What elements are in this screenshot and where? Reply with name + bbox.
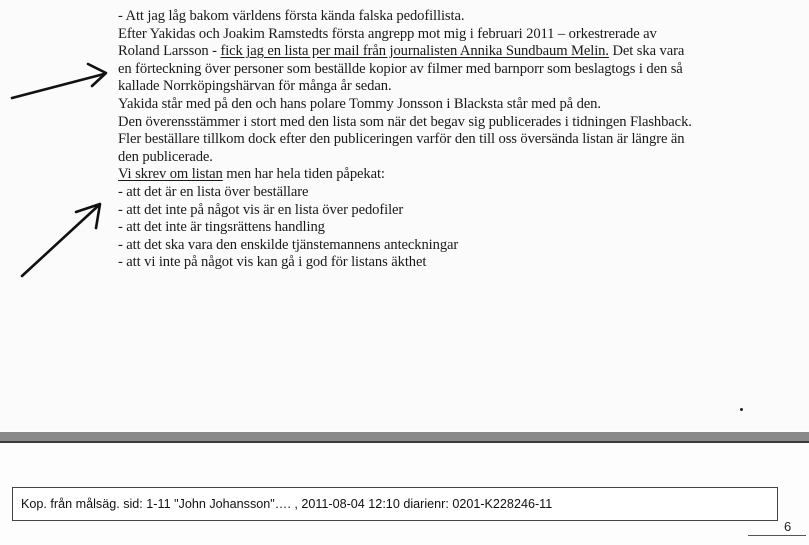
- page-number-rule: [748, 535, 806, 536]
- speck: [740, 408, 743, 411]
- text-line-4: en förteckning över personer som beställde kopior av filmer med barnporr som beslagtogs i den så: [118, 60, 683, 77]
- separator-rule-thin: [0, 441, 809, 443]
- page-number: 6: [784, 519, 792, 534]
- text-line-2: Efter Yakidas och Joakim Ramstedts första angrepp mot mig i februari 2011 – orkestrerade av: [118, 25, 657, 42]
- text-line-6: Yakida står med på den och hans polare Tommy Jonsson i Blacksta står med på den.: [118, 95, 601, 112]
- text-line-3-prefix: Roland Larsson -: [118, 43, 221, 60]
- text-line-10-suffix: men har hela tiden påpekat:: [222, 166, 385, 183]
- list-item-2: - att det inte på något vis är en lista över pedofiler: [118, 201, 404, 218]
- underlined-heading: Vi skrev om listan: [118, 166, 223, 183]
- separator-rule: [0, 432, 809, 441]
- text-line-3-suffix: Det ska vara: [608, 43, 685, 60]
- text-line-1: - Att jag låg bakom världens första kända falska pedofillista.: [118, 8, 465, 24]
- text-line-5: kallade Norrköpingshärvan för många år sedan.: [118, 78, 392, 95]
- copy-stamp-box: [12, 487, 778, 521]
- list-item-5: - att vi inte på något vis kan gå i god för listans äkthet: [118, 254, 427, 271]
- copy-stamp-text: Kop. från målsäg. sid: 1-11 "John Johansson"…. , 2011-08-04 12:10 diarienr: 0201-K228246-11: [21, 497, 553, 511]
- text-line-9: den publicerade.: [118, 148, 213, 165]
- text-line-8: Fler beställare tillkom dock efter den publiceringen varför den till oss översända listan är längre än: [118, 131, 685, 148]
- text-line-7: Den överensstämmer i stort med den lista som när det begav sig publicerades i tidningen Flashback.: [118, 113, 692, 130]
- list-item-4: - att det ska vara den enskilde tjänstemannens anteckningar: [118, 236, 459, 253]
- underlined-passage: fick jag en lista per mail från journalisten Annika Sundbaum Melin.: [220, 43, 609, 60]
- list-item-3: - att det inte är tingsrättens handling: [118, 219, 325, 236]
- list-item-1: - att det är en lista över beställare: [118, 183, 309, 200]
